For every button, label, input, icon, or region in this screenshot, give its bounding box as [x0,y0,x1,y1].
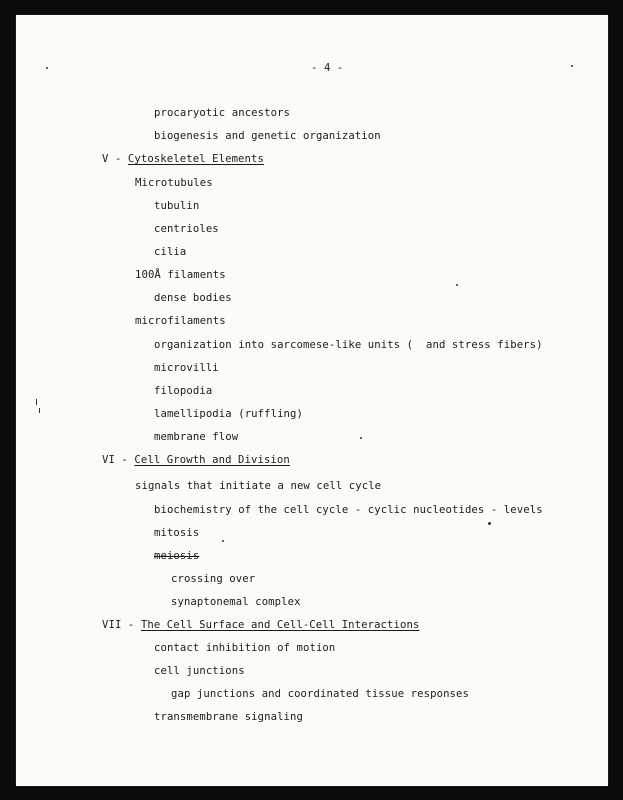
section-heading-vii [102,619,419,632]
section-number: V - [102,153,128,165]
outline-item: cilia [154,246,187,258]
outline-item: biochemistry of the cell cycle - cyclic nucleotides - levels [154,504,543,516]
outline-item: membrane flow [154,431,239,443]
scan-speck [222,540,224,542]
scan-speck [456,284,458,286]
outline-item: meiosis [154,550,200,562]
outline-item: crossing over [171,573,256,585]
section-heading-vi [102,454,290,467]
section-heading-v [102,153,264,166]
outline-item: mitosis [154,527,200,539]
section-number: VI - [102,454,135,466]
outline-item: organization into sarcomese-like units ( [154,339,414,351]
outline-item: signals that initiate a new cell cycle [135,480,382,492]
outline-item: contact inhibition of motion [154,642,336,654]
outline-item: synaptonemal complex [171,596,301,608]
outline-item: 100Å filaments [135,269,226,281]
outline-item: procaryotic ancestors [154,107,291,119]
scan-speck [571,65,573,67]
scan-speck [488,522,491,525]
outline-item: Microtubules [135,177,213,189]
outline-item-continuation: and stress fibers) [426,339,543,351]
outline-item: microfilaments [135,315,226,327]
outline-item: lamellipodia (ruffling) [154,408,303,420]
page-number: - 4 - [311,62,344,74]
section-number: VII - [102,619,141,631]
scan-speck [360,437,362,439]
outline-item: dense bodies [154,292,232,304]
outline-item: microvilli [154,362,219,374]
outline-item: gap junctions and coordinated tissue responses [171,688,469,700]
section-title: The Cell Surface and Cell-Cell Interactions [140,619,420,631]
section-title: Cell Growth and Division [134,454,290,466]
scan-speck [39,408,40,413]
outline-item: tubulin [154,200,200,212]
outline-item: biogenesis and genetic organization [154,130,381,142]
scan-speck [36,399,37,405]
outline-item: centrioles [154,223,219,235]
section-title: Cytoskeletel Elements [127,153,264,165]
outline-item: filopodia [154,385,213,397]
outline-item: transmembrane signaling [154,711,303,723]
document-page [16,15,608,786]
outline-item: cell junctions [154,665,245,677]
scan-speck [46,67,48,69]
